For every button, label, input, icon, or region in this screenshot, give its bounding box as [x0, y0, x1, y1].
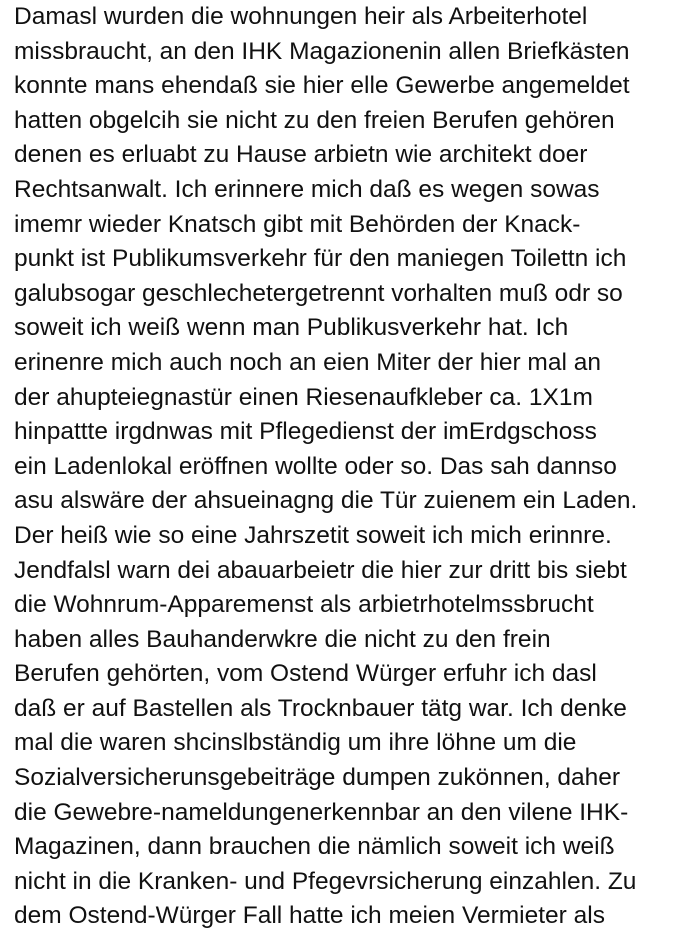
- text-line: hinpattte irgdnwas mit Pflegedienst der imErdgschoss: [14, 418, 597, 446]
- text-line: nicht in die Kranken- und Pfegevrsicherung einzahlen. Zu: [14, 867, 637, 895]
- text-line: Damasl wurden die wohnungen heir als Arbeiterhotel: [14, 3, 588, 30]
- text-line: die Wohnrum-Apparemenst als arbietrhotelmssbrucht: [14, 591, 594, 619]
- text-line: soweit ich weiß wenn man Publikusverkehr hat. Ich: [14, 314, 569, 342]
- text-line: Berufen gehörten, vom Ostend Würger erfuhr ich dasl: [14, 660, 597, 688]
- text-line: hatten obgelcih sie nicht zu den freien Berufen gehören: [14, 106, 615, 134]
- text-line: denen es erluabt zu Hause arbietn wie architekt doer: [14, 141, 588, 169]
- text-line: der ahupteiegnastür einen Riesenaufkleber ca. 1X1m: [14, 383, 593, 411]
- text-line: daß er auf Bastellen als Trocknbauer tätg war. Ich denke: [14, 694, 627, 722]
- text-line: asu alswäre der ahsueinagng die Tür zuienem ein Laden.: [14, 487, 638, 515]
- text-line: dem Ostend-Würger Fall hatte ich meien Vermieter als: [14, 902, 605, 930]
- text-line: konnte mans ehendaß sie hier elle Gewerbe angemeldet: [14, 72, 630, 100]
- text-line: Magazinen, dann brauchen die nämlich soweit ich weiß: [14, 833, 615, 861]
- text-line: die Gewebre-nameldungenerkennbar an den vilene IHK-: [14, 798, 629, 826]
- text-line: erinenre mich auch noch an eien Miter der hier mal an: [14, 348, 601, 376]
- text-line: haben alles Bauhanderwkre die nicht zu den frein: [14, 625, 551, 653]
- text-line: Jendfalsl warn dei abauarbeietr die hier zur dritt bis siebt: [14, 556, 627, 584]
- text-line: mal die waren shcinslbständig um ihre löhne um die: [14, 729, 577, 757]
- text-line: Der heiß wie so eine Jahrszetit soweit ich mich erinnre.: [14, 521, 612, 549]
- text-line: Rechtsanwalt. Ich erinnere mich daß es wegen sowas: [14, 175, 600, 203]
- text-line: galubsogar geschlechetergetrennt vorhalten muß odr so: [14, 279, 623, 307]
- text-line: imemr wieder Knatsch gibt mit Behörden der Knack-: [14, 210, 581, 238]
- text-line: missbraucht, an den IHK Magazionenin allen Briefkästen: [14, 37, 630, 65]
- text-line: ein Ladenlokal eröffnen wollte oder so. Das sah dannso: [14, 452, 617, 480]
- body-text: [14, 0, 682, 934]
- text-line: Sozialversicherunsgebeiträge dumpen zukönnen, daher: [14, 764, 621, 792]
- text-line: punkt ist Publikumsverkehr für den maniegen Toilettn ich: [14, 245, 627, 273]
